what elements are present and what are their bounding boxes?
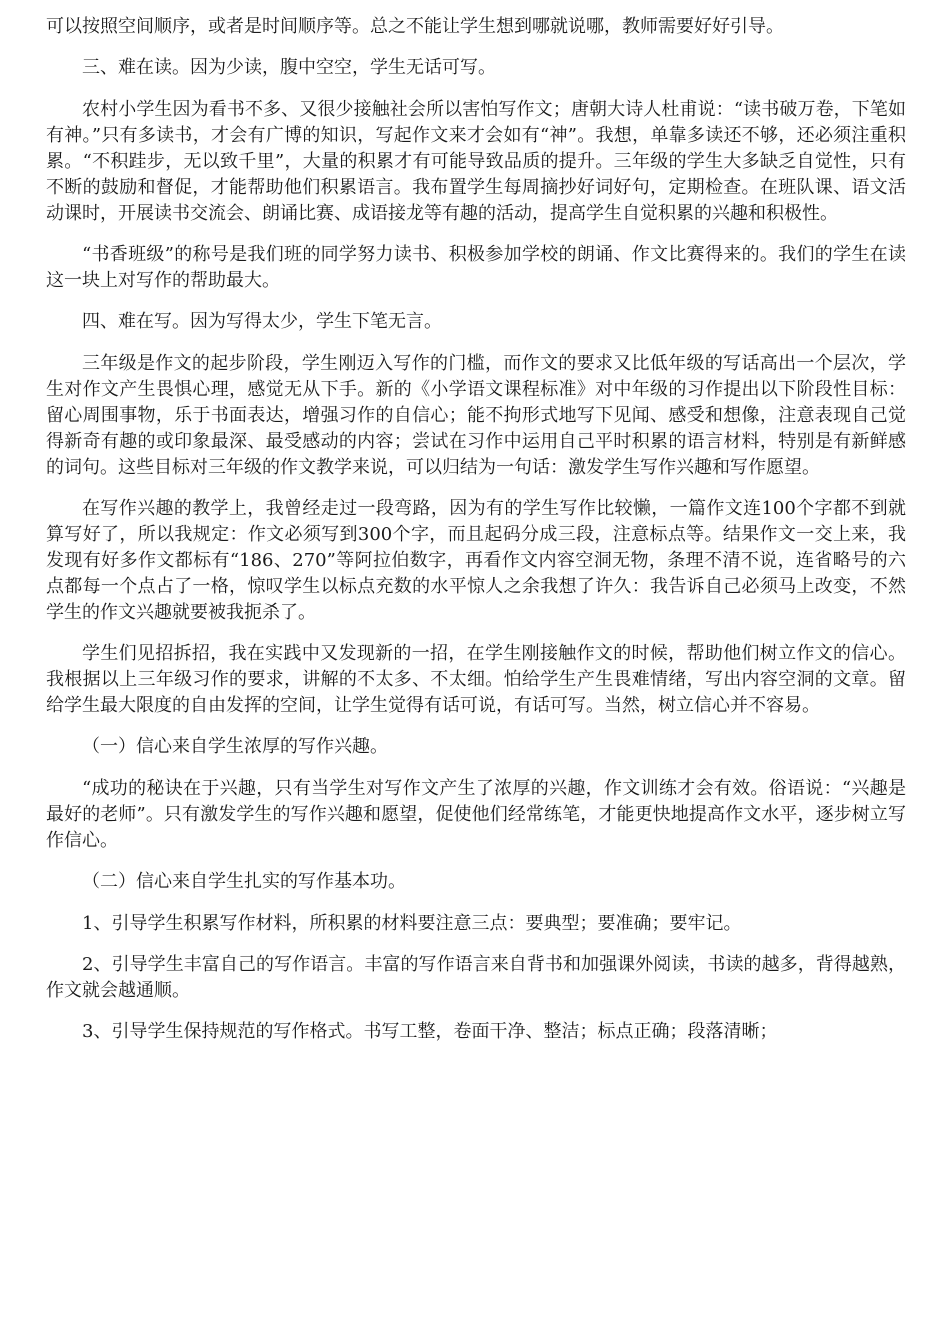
paragraph-book-class: “书香班级”的称号是我们班的同学努力读书、积极参加学校的朗诵、作文比赛得来的。我们的学生在读这一块上对写作的帮助最大。 xyxy=(46,244,906,291)
paragraph-reading-body: 农村小学生因为看书不多、又很少接触社会所以害怕写作文；唐朝大诗人杜甫说：“读书破万卷，下笔如有神。”只有多读书，才会有广博的知识，写起作文来才会如有“神”。我想，单靠多读还不够，还必须注重积累。“不积跬步，无以致千里”，大量的积累才有可能导致品质的提升。三年级的学生大多缺乏自觉性，只有不断的鼓励和督促，才能帮助他们积累语言。我布置学生每周摘抄好词好句，定期检查。在班队课、语文活动课时，开展读书交流会、朗诵比赛、成语接龙等有趣的活动，提高学生自觉积累的兴趣和积极性。 xyxy=(46,99,906,224)
paragraph-detour: 在写作兴趣的教学上，我曾经走过一段弯路，因为有的学生写作比较懒，一篇作文连100个字都不到就算写好了，所以我规定：作文必须写到300个字，而且起码分成三段，注意标点等。结果作文一交上来，我发现有好多作文都标有“186、270”等阿拉伯数字，再看作文内容空洞无物，条理不清不说，连省略号的六点都每一个点占了一格，惊叹学生以标点充数的水平惊人之余我想了许久：我告诉自己必须马上改变，不然学生的作文兴趣就要被我扼杀了。 xyxy=(46,498,906,623)
document-page xyxy=(46,14,906,1060)
list-item-materials: 1、引导学生积累写作材料，所积累的材料要注意三点：要典型；要准确；要牢记。 xyxy=(82,913,742,934)
paragraph-interest: “成功的秘诀在于兴趣，只有当学生对写作文产生了浓厚的兴趣，作文训练才会有效。俗语说：“兴趣是最好的老师”。只有激发学生的写作兴趣和愿望，促使他们经常练笔，才能更快地提高作文水平，逐步树立写作信心。 xyxy=(46,778,906,851)
paragraph-confidence: 学生们见招拆招，我在实践中又发现新的一招，在学生刚接触作文的时候，帮助他们树立作文的信心。我根据以上三年级习作的要求，讲解的不太多、不太细。怕给学生产生畏难情绪，写出内容空洞的文章。留给学生最大限度的自由发挥的空间，让学生觉得有话可说，有话可写。当然，树立信心并不容易。 xyxy=(46,643,906,716)
section-heading-reading: 三、难在读。因为少读，腹中空空，学生无话可写。 xyxy=(82,57,496,78)
subheading-interest: （一）信心来自学生浓厚的写作兴趣。 xyxy=(82,736,388,757)
list-item-language: 2、引导学生丰富自己的写作语言。丰富的写作语言来自背书和加强课外阅读，书读的越多，背得越熟，作文就会越通顺。 xyxy=(46,954,906,1001)
paragraph-grade-three: 三年级是作文的起步阶段，学生刚迈入写作的门槛，而作文的要求又比低年级的写话高出一个层次，学生对作文产生畏惧心理，感觉无从下手。新的《小学语文课程标准》对中年级的习作提出以下阶段性目标：留心周围事物，乐于书面表达，增强习作的自信心；能不拘形式地写下见闻、感受和想像，注意表现自己觉得新奇有趣的或印象最深、最受感动的内容；尝试在习作中运用自己平时积累的语言材料，特别是有新鲜感的词句。这些目标对三年级的作文教学来说，可以归结为一句话：激发学生写作兴趣和写作愿望。 xyxy=(46,353,906,478)
paragraph-continuation: 可以按照空间顺序，或者是时间顺序等。总之不能让学生想到哪就说哪，教师需要好好引导。 xyxy=(46,16,784,37)
list-item-format: 3、引导学生保持规范的写作格式。书写工整，卷面干净、整洁；标点正确；段落清晰； xyxy=(82,1021,778,1042)
section-heading-writing: 四、难在写。因为写得太少，学生下笔无言。 xyxy=(82,311,442,332)
subheading-fundamentals: （二）信心来自学生扎实的写作基本功。 xyxy=(82,871,406,892)
